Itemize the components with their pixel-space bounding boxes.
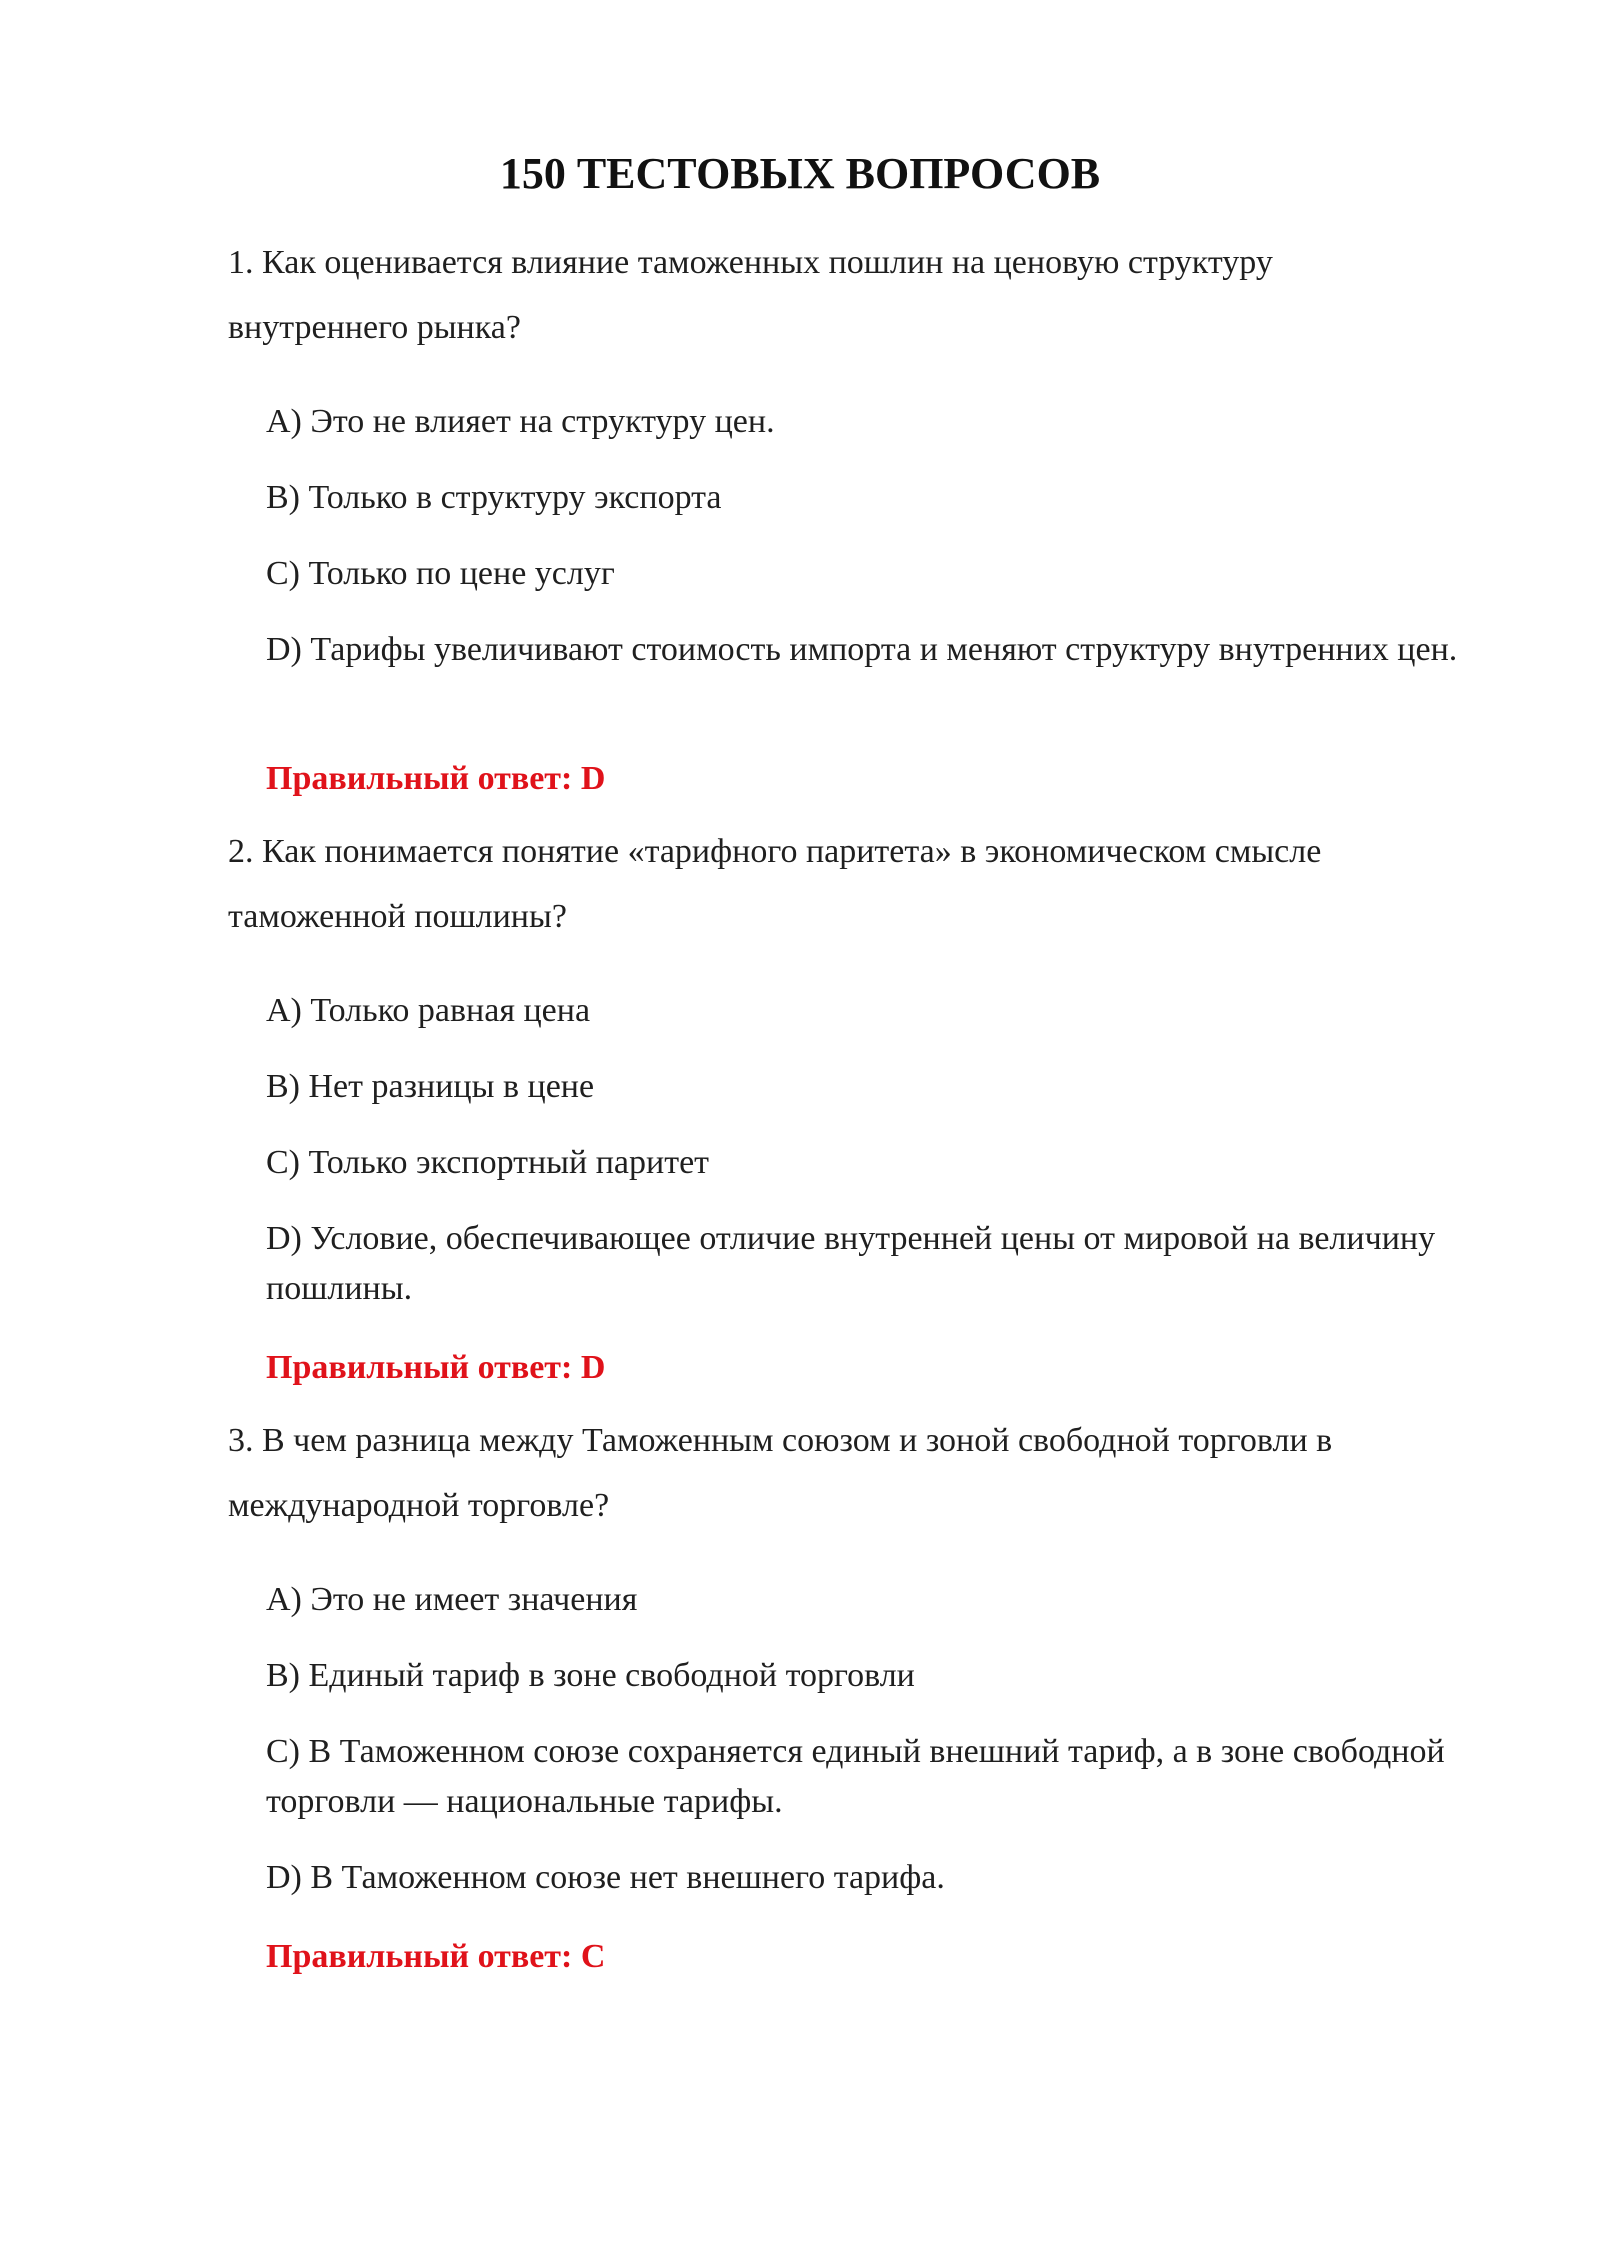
question-2-option-a: A) Только равная цена xyxy=(266,992,591,1029)
question-1-text-line-1: 1. Как оценивается влияние таможенных пошлин на ценовую структуру xyxy=(228,244,1273,281)
question-2-option-d: D) Условие, обеспечивающее отличие внутренней цены от мировой на величину пошлины. xyxy=(266,1220,1436,1307)
question-3-option-c: C) В Таможенном союзе сохраняется единый внешний тариф, а в зоне свободной торговли — национальные тарифы. xyxy=(266,1733,1445,1820)
document-title: 150 ТЕСТОВЫХ ВОПРОСОВ xyxy=(499,149,1101,198)
question-1-text-line-2: внутреннего рынка? xyxy=(228,309,521,346)
question-3-text-line-2: международной торговле? xyxy=(228,1487,610,1524)
question-1-correct-answer: Правильный ответ: D xyxy=(266,760,606,797)
question-3-text-line-1: 3. В чем разница между Таможенным союзом и зоной свободной торговли в xyxy=(228,1422,1333,1459)
question-2-option-b: B) Нет разницы в цене xyxy=(266,1068,595,1105)
question-2-text-line-1: 2. Как понимается понятие «тарифного паритета» в экономическом смысле xyxy=(228,833,1322,870)
question-2-text-line-2: таможенной пошлины? xyxy=(228,898,567,935)
question-1-option-d: D) Тарифы увеличивают стоимость импорта и меняют структуру внутренних цен. xyxy=(266,631,1458,668)
question-1-option-a: A) Это не влияет на структуру цен. xyxy=(266,403,775,440)
question-1-option-b: B) Только в структуру экспорта xyxy=(266,479,722,516)
question-3-option-d: D) В Таможенном союзе нет внешнего тарифа. xyxy=(266,1859,945,1896)
question-2-option-c: C) Только экспортный паритет xyxy=(266,1144,710,1181)
question-3-option-a: A) Это не имеет значения xyxy=(266,1581,638,1618)
question-3-option-b: B) Единый тариф в зоне свободной торговли xyxy=(266,1657,915,1694)
question-1-option-c: C) Только по цене услуг xyxy=(266,555,615,592)
question-2-correct-answer: Правильный ответ: D xyxy=(266,1349,606,1386)
question-3-correct-answer: Правильный ответ: C xyxy=(266,1938,606,1975)
